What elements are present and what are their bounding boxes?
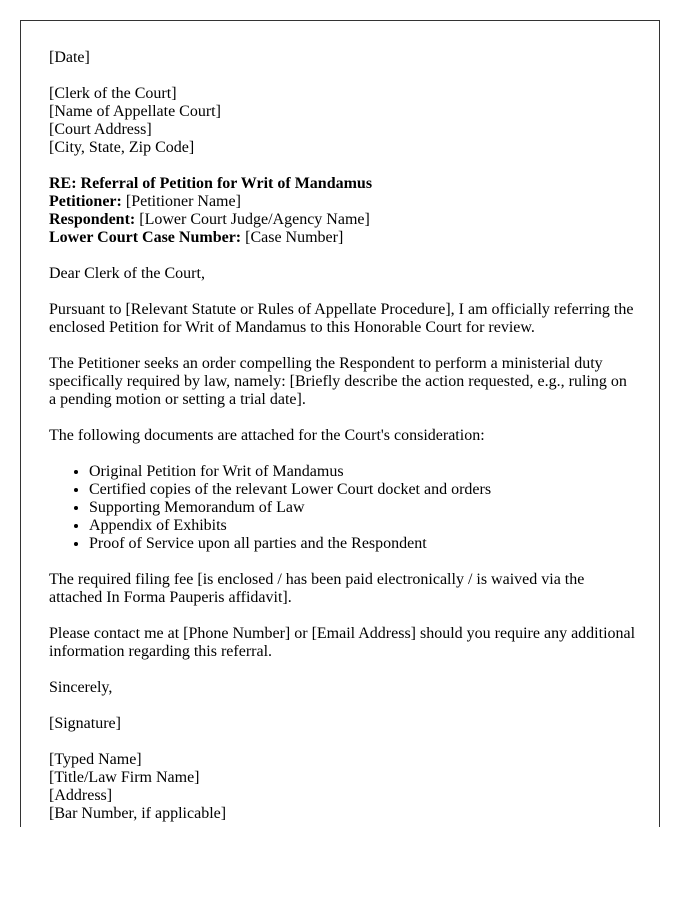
recipient-line: [Name of Appellate Court] [49,103,221,120]
valediction: Sincerely, [49,679,113,696]
petitioner-line [49,193,637,211]
salutation: Dear Clerk of the Court, [49,265,205,282]
case-number-line [49,229,637,247]
sender-line: [Typed Name] [49,751,142,768]
respondent-value: [Lower Court Judge/Agency Name] [135,211,370,228]
body-paragraph: Please contact me at [Phone Number] or [Email Address] should you require any additional information regarding this referral. [49,625,636,660]
list-item: • Original Petition for Writ of Mandamus [89,463,637,481]
body-paragraph: The Petitioner seeks an order compelling the Respondent to perform a ministerial duty specifically required by law, namely: [Briefly describe the action requested, e.g., ruling on a pending motion or setting a trial date]. [49,355,627,408]
respondent-line [49,211,637,229]
recipient-block [49,85,637,157]
re-subject: RE: Referral of Petition for Writ of Mandamus [49,175,373,192]
letter-page [20,20,660,827]
date: [Date] [49,49,90,66]
signature: [Signature] [49,715,121,732]
sender-line: [Bar Number, if applicable] [49,805,227,822]
recipient-line: [Clerk of the Court] [49,85,177,102]
list-item: • Proof of Service upon all parties and the Respondent [89,535,637,553]
sender-block [49,751,637,823]
list-item: • Supporting Memorandum of Law [89,499,637,517]
attachments-list [49,463,637,553]
case-number-value: [Case Number] [241,229,344,246]
list-item: • Appendix of Exhibits [89,517,637,535]
respondent-label: Respondent: [49,211,136,228]
sender-line: [Address] [49,787,113,804]
re-block [49,175,637,247]
petitioner-label: Petitioner: [49,193,122,210]
body-paragraph: Pursuant to [Relevant Statute or Rules of Appellate Procedure], I am officially referring the enclosed Petition for Writ of Mandamus to this Honorable Court for review. [49,301,634,336]
body-paragraph: The following documents are attached for the Court's consideration: [49,427,485,444]
recipient-line: [City, State, Zip Code] [49,139,195,156]
list-item: • Certified copies of the relevant Lower Court docket and orders [89,481,637,499]
body-paragraph: The required filing fee [is enclosed / has been paid electronically / is waived via the attached In Forma Pauperis affidavit]. [49,571,585,606]
recipient-line: [Court Address] [49,121,152,138]
petitioner-value: [Petitioner Name] [121,193,241,210]
sender-line: [Title/Law Firm Name] [49,769,200,786]
case-number-label: Lower Court Case Number: [49,229,242,246]
